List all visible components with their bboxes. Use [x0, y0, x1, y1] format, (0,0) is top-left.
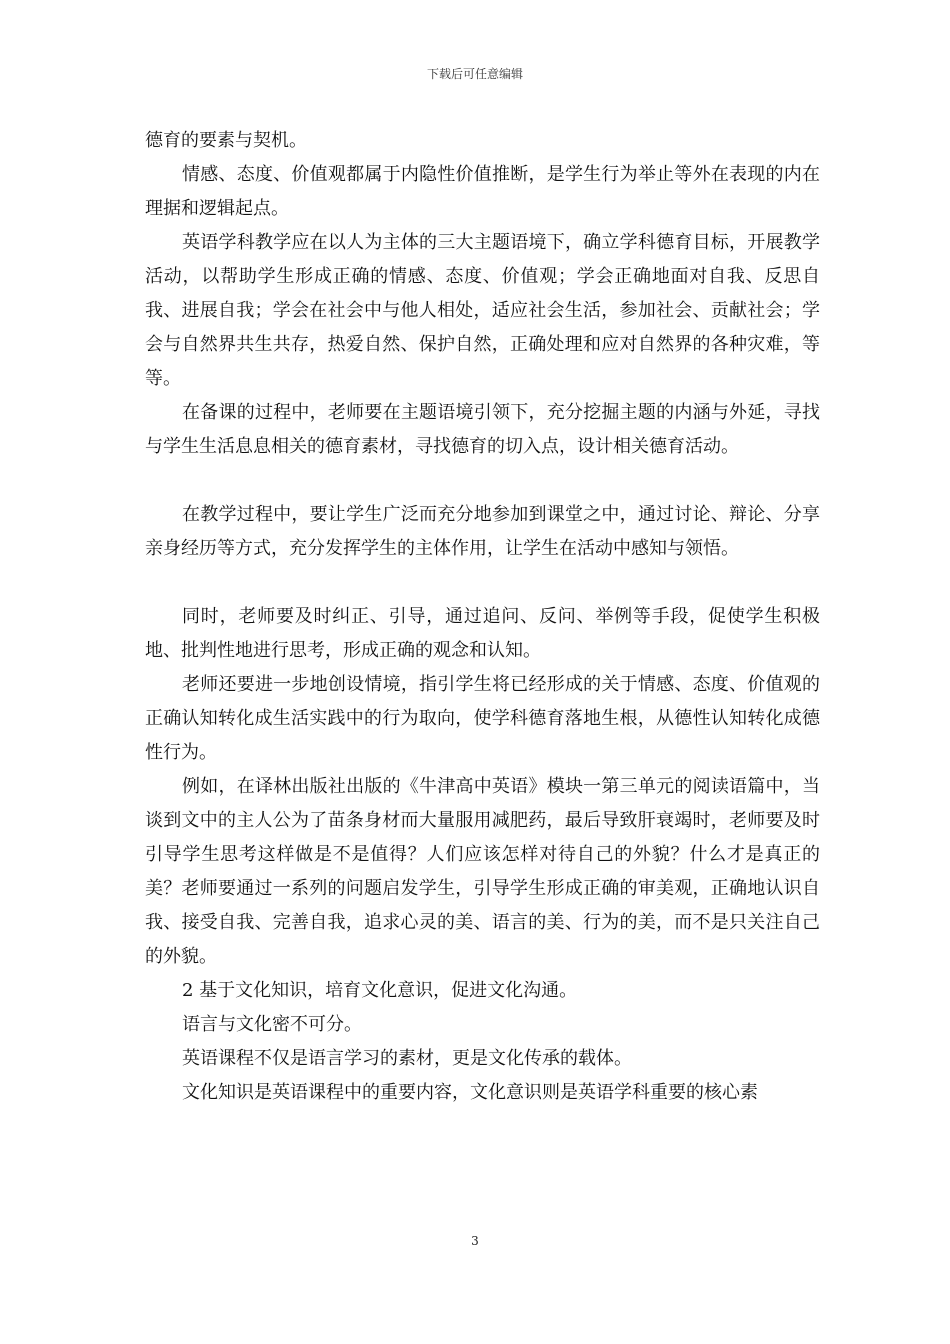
- paragraph-2: 情感、态度、价值观都属于内隐性价值推断，是学生行为举止等外在表现的内在理据和逻辑起点。: [145, 164, 820, 219]
- paragraph-6: 同时，老师要及时纠正、引导，通过追问、反问、举例等手段，促使学生积极地、批判性地进行思考，形成正确的观念和认知。: [145, 606, 820, 661]
- paragraph-5: 在教学过程中，要让学生广泛而充分地参加到课堂之中，通过讨论、辩论、分享亲身经历等方式，充分发挥学生的主体作用，让学生在活动中感知与领悟。: [145, 504, 820, 559]
- paragraph-12: 文化知识是英语课程中的重要内容，文化意识则是英语学科重要的核心素: [182, 1082, 758, 1103]
- paragraph-4: 在备课的过程中，老师要在主题语境引领下，充分挖掘主题的内涵与外延，寻找与学生生活息息相关的德育素材，寻找德育的切入点，设计相关德育活动。: [145, 402, 820, 457]
- paragraph-7: 老师还要进一步地创设情境，指引学生将已经形成的关于情感、态度、价值观的正确认知转化成生活实践中的行为取向，使学科德育落地生根，从德性认知转化成德性行为。: [145, 674, 820, 763]
- document-body: [145, 124, 820, 1110]
- paragraph-8: 例如，在译林出版社出版的《牛津高中英语》模块一第三单元的阅读语篇中，当谈到文中的主人公为了苗条身材而大量服用减肥药，最后导致肝衰竭时，老师要及时引导学生思考这样做是不是值得？人们应该怎样对待自己的外貌？什么才是真正的美？老师要通过一系列的问题启发学生，引导学生形成正确的审美观，正确地认识自我、接受自我、完善自我，追求心灵的美、语言的美、行为的美，而不是只关注自己的外貌。: [145, 776, 820, 967]
- paragraph-3: 英语学科教学应在以人为主体的三大主题语境下，确立学科德育目标，开展教学活动，以帮助学生形成正确的情感、态度、价值观；学会正确地面对自我、反思自我、进展自我；学会在社会中与他人相处，适应社会生活，参加社会、贡献社会；学会与自然界共生共存，热爱自然、保护自然，正确处理和应对自然界的各种灾难，等等。: [145, 232, 820, 389]
- page-number: 3: [471, 1234, 479, 1248]
- paragraph-10: 语言与文化密不可分。: [182, 1014, 362, 1035]
- paragraph-11: 英语课程不仅是语言学习的素材，更是文化传承的载体。: [182, 1048, 632, 1069]
- paragraph-9-heading: 2 基于文化知识，培育文化意识，促进文化沟通。: [182, 980, 578, 1001]
- page-header: 下载后可任意编辑: [426, 67, 523, 81]
- paragraph-1: 德育的要素与契机。: [145, 130, 307, 151]
